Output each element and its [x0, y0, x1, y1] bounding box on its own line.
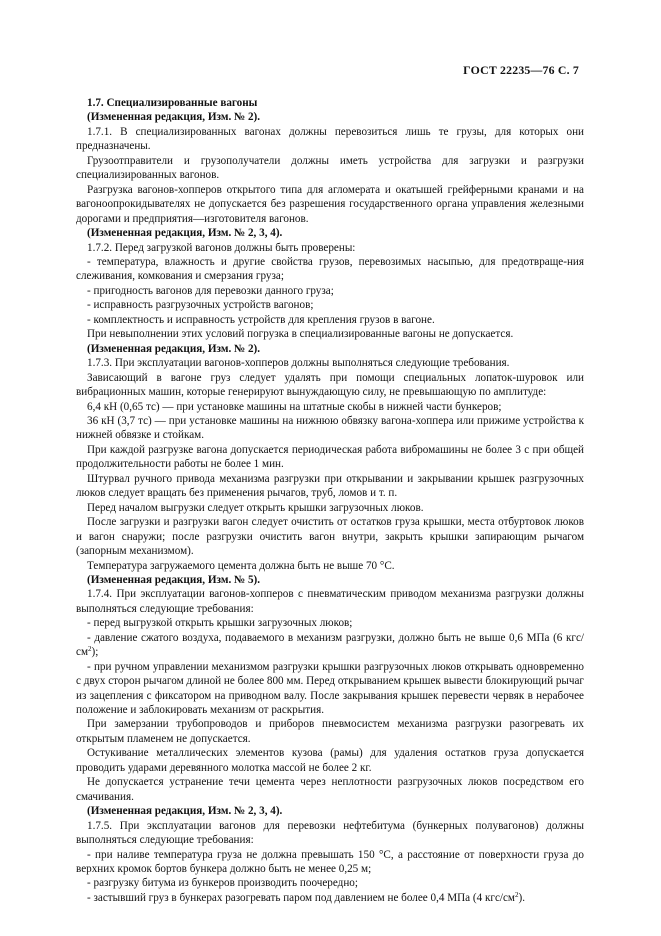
list-item-text: - давление сжатого воздуха, подаваемого в механизм разгрузки, должно быть не выше 0,6 МПа (6 кгс/см	[76, 631, 584, 659]
list-item-text: );	[91, 646, 99, 659]
amendment-note: (Измененная редакция, Изм. № 2).	[87, 342, 261, 355]
document-body	[76, 96, 584, 905]
list-item	[76, 891, 584, 905]
paragraph: Остукивание металлических элементов кузова (рамы) для удаления остатков груза допускается проводить ударами деревянного молотка массой не более 2 кг.	[76, 747, 584, 774]
paragraph: Разгрузка вагонов-хопперов открытого типа для агломерата и окатышей грейферными кранами и на вагоноопрокидывателях не допускается без разрешения государственного органа управления железными дорогами и предприятия—изготовителя вагонов.	[76, 183, 584, 225]
amendment-note: (Измененная редакция, Изм. № 2, 3, 4).	[87, 805, 283, 818]
superscript: 2	[88, 645, 92, 654]
list-item: - температура, влажность и другие свойства грузов, перевозимых насыпью, для предотвраще-ния слеживания, комкования и смерзания груза;	[76, 255, 584, 283]
list-item	[76, 631, 584, 660]
clause-1-7-1-cont: предназначены.	[76, 140, 151, 153]
paragraph: Температура загружаемого цемента должна быть не выше 70 °С.	[87, 559, 395, 572]
paragraph: Перед началом выгрузки следует открыть крышки загрузочных люков.	[87, 501, 424, 514]
amendment-note: (Измененная редакция, Изм. № 2).	[87, 111, 261, 124]
page-header: ГОСТ 22235—76 С. 7	[463, 63, 579, 77]
section-heading: 1.7. Специализированные вагоны	[87, 97, 258, 109]
list-item-text: - застывший груз в бункерах разогревать паром под давлением не более 0,4 МПа (4 кгс/см	[87, 891, 515, 904]
superscript: 2	[514, 890, 519, 899]
list-item: - исправность разгрузочных устройств вагонов;	[87, 299, 314, 312]
list-item: - при ручном управлении механизмом разгрузки крышки разгрузочных люков открывать одновременно с двух сторон рычагом длиной не более 800 мм. Перед открыванием крышек вывести блокирующий рычаг из зацепления с фиксатором на приводном валу. После закрывания крышек перевести червяк в нерабочее положение и заблокировать механизм от раскрытия.	[76, 660, 584, 717]
paragraph: Штурвал ручного привода механизма разгрузки при открывании и закрывании крышек разгрузочных люков следует вращать без применения рычагов, труб, ломов и т. п.	[76, 472, 584, 500]
amendment-note: (Измененная редакция, Изм. № 5).	[87, 573, 261, 586]
paragraph: При замерзании трубопроводов и приборов пневмосистем механизма разгрузки разогревать их открытым пламенем не допускается.	[76, 718, 584, 745]
paragraph: При невыполнении этих условий погрузка в специализированные вагоны не допускается.	[87, 328, 514, 341]
clause-1-7-5: 1.7.5. При эксплуатации вагонов для перевозки нефтебитума (бункерных полувагонов) должны выполняться следующие требования:	[76, 819, 584, 847]
amendment-note: (Измененная редакция, Изм. № 2, 3, 4).	[87, 227, 283, 240]
paragraph: После загрузки и разгрузки вагон следует очистить от остатков груза крышки, места отбуртовок люков и вагон снаружи; после разгрузки очистить вагон внутри, закрыть крышки запирающим рычагом (запорным механизмом).	[76, 516, 584, 558]
paragraph: Грузоотправители и грузополучатели должны иметь устройства для загрузки и разгрузки специализированных вагонов.	[76, 154, 584, 182]
list-item: - перед выгрузкой открыть крышки загрузочных люков;	[87, 617, 353, 630]
list-item-text: ).	[518, 891, 525, 904]
clause-1-7-1: 1.7.1. В специализированных вагонах должны перевозиться лишь те грузы, для которых они	[87, 125, 584, 138]
paragraph: Не допускается устранение течи цемента через неплотности разгрузочных люков посредством его смачивания.	[76, 776, 584, 803]
paragraph: Зависающий в вагоне груз следует удалять при помощи специальных лопаток-шуровок или вибрационных машин, которые генерируют вынуждающую силу, не превышающую по амплитуде:	[76, 371, 584, 399]
list-item: - пригодность вагонов для перевозки данного груза;	[87, 284, 334, 297]
list-item: - при наливе температура груза не должна превышать 150 °С, а расстояние от поверхности груза до верхних кромок бортов бункера должно быть не менее 0,25 м;	[76, 848, 584, 876]
clause-1-7-4: 1.7.4. При эксплуатации вагонов-хопперов с пневматическим приводом механизма разгрузки должны выполняться следующие требования:	[76, 588, 584, 615]
paragraph: 36 кН (3,7 тс) — при установке машины на нижнюю обвязку вагона-хоппера или прижиме устройства к нижней обвязке и стойкам.	[76, 414, 584, 442]
list-item: - разгрузку битума из бункеров производить поочередно;	[87, 877, 358, 890]
clause-1-7-3: 1.7.3. При эксплуатации вагонов-хопперов должны выполняться следующие требования.	[87, 357, 510, 370]
paragraph: 6,4 кН (0,65 тс) — при установке машины на штатные скобы в нижней части бункеров;	[87, 400, 502, 413]
paragraph: При каждой разгрузке вагона допускается периодическая работа вибромашины не более 3 с при общей продолжительности работы не более 1 мин.	[76, 443, 584, 471]
clause-1-7-2: 1.7.2. Перед загрузкой вагонов должны быть проверены:	[87, 241, 356, 254]
list-item: - комплектность и исправность устройств для крепления грузов в вагоне.	[87, 313, 435, 326]
